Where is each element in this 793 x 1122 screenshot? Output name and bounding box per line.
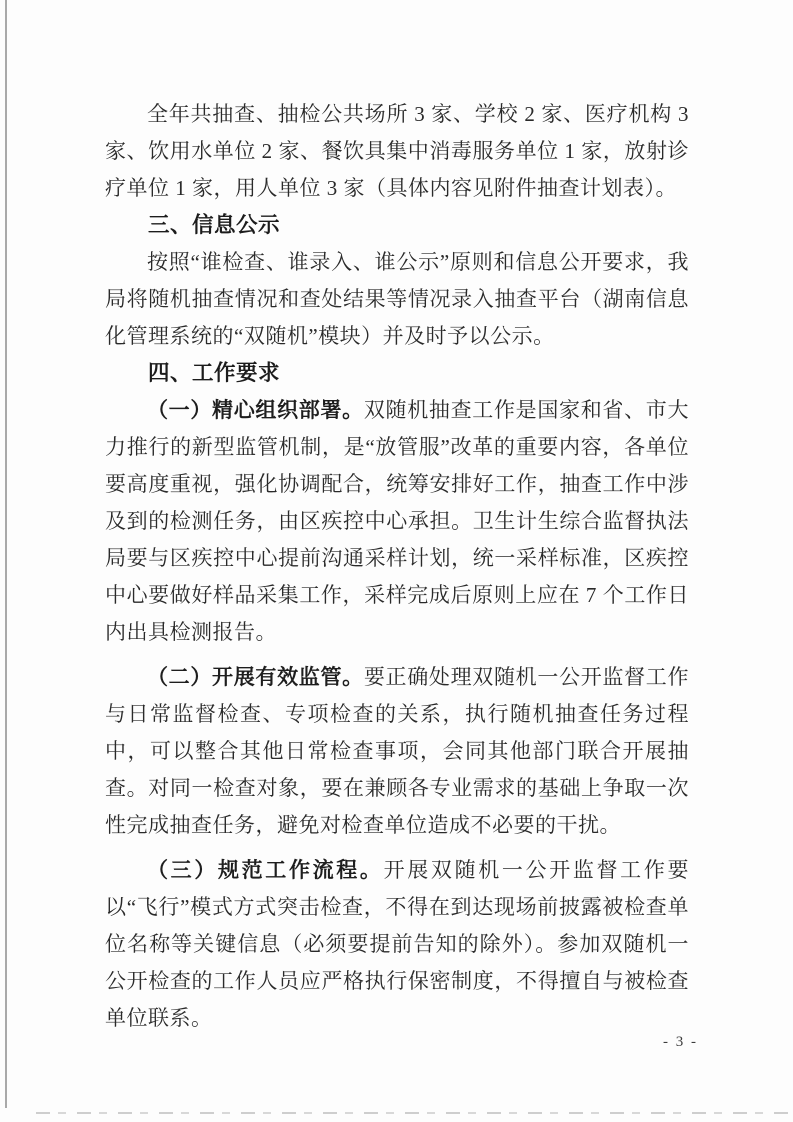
body-careful-organization: 双随机抽查工作是国家和省、市大力推行的新型监管机制，是“放管服”改革的重要内容，各单位要高度重视，强化协调配合，统筹安排好工作，抽查工作中涉及到的检测任务，由区疾控中心承担。卫生计生综合监督执法局要与区疾控中心提前沟通采样计划，统一采样标准，区疾控中心要做好样品采集工作，采样完成后原则上应在 7 个工作日内出具检测报告。 [105,398,689,644]
page-number: - 3 - [663,1034,698,1050]
paragraph-annual-inspection-summary: 全年共抽查、抽检公共场所 3 家、学校 2 家、医疗机构 3 家、饮用水单位 2 家、餐饮具集中消毒服务单位 1 家，放射诊疗单位 1 家，用人单位 3 家（具体内容见附件抽查计划表）。 [105,102,689,200]
body-effective-supervision: 要正确处理双随机一公开监督工作与日常监督检查、专项检查的关系，执行随机抽查任务过程中，可以整合其他日常检查事项，会同其他部门联合开展抽查。对同一检查对象，要在兼顾各专业需求的基础上争取一次性完成抽查任务，避免对检查单位造成不必要的干扰。 [105,665,689,837]
heading-information-publicity: 三、信息公示 [148,213,281,237]
scan-artifact-bottom-line [36,1112,793,1114]
paragraph-information-publicity: 按照“谁检查、谁录入、谁公示”原则和信息公开要求，我局将随机抽查情况和查处结果等情况录入抽查平台（湖南信息化管理系统的“双随机”模块）并及时予以公示。 [105,250,689,348]
paragraph-effective-supervision [105,659,689,844]
document-body [105,96,689,1037]
lead-standardize-workflow: （三）规范工作流程。 [147,858,384,882]
body-standardize-workflow: 开展双随机一公开监督工作要以“飞行”模式方式突击检查，不得在到达现场前披露被检查单位名称等关键信息（必须要提前告知的除外）。参加双随机一公开检查的工作人员应严格执行保密制度，不得擅自与被检查单位联系。 [105,858,690,1030]
heading-work-requirements: 四、工作要求 [148,361,281,385]
lead-effective-supervision: （二）开展有效监管。 [147,665,364,689]
paragraph-standardize-workflow [105,852,689,1037]
scan-artifact-left-line [5,0,7,1108]
paragraph-careful-organization [105,392,689,651]
lead-careful-organization: （一）精心组织部署。 [147,398,364,422]
